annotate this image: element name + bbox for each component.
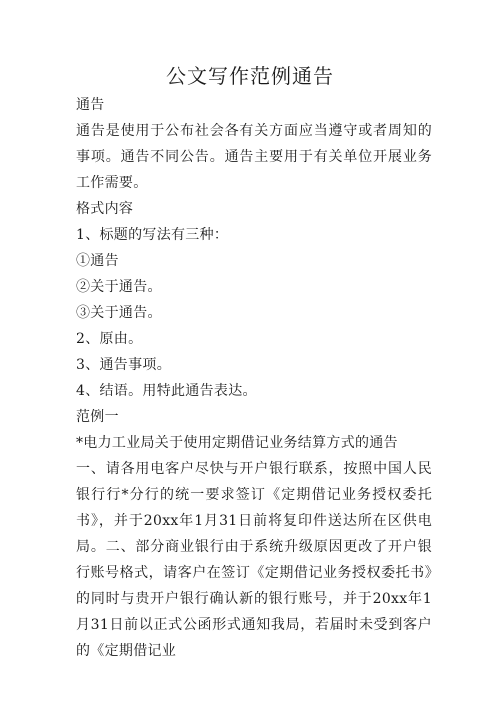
document-body (76, 92, 432, 664)
list-item-matters: 3、通告事项。 (76, 357, 172, 373)
list-item-closing: 4、结语。用特此通告表达。 (76, 383, 257, 399)
list-subitem-1: ①通告 (76, 253, 119, 269)
list-item-reason: 2、原由。 (76, 331, 143, 347)
list-subitem-2: ②关于通告。 (76, 279, 162, 295)
example-title: *电力工业局关于使用定期借记业务结算方式的通告 (76, 435, 398, 451)
heading-example-one: 范例一 (76, 409, 119, 425)
paragraph-definition: 通告是使用于公布社会各有关方面应当遵守或者周知的事项。通告不同公告。通告主要用于有关单位开展业务工作需要。 (76, 123, 432, 191)
list-item-title-methods: 1、标题的写法有三种： (76, 227, 229, 243)
document-title: 公文写作范例通告 (166, 64, 334, 88)
heading-notice: 通告 (76, 97, 105, 113)
list-subitem-3: ③关于通告。 (76, 305, 162, 321)
paragraph-example-body: 一、请各用电客户尽快与开户银行联系，按照中国人民银行行*分行的统一要求签订《定期借记业务授权委托书》，并于20xx年1月31日前将复印件送达所在区供电局。二、部分商业银行由于系统升级原因更改了开户银行账号格式，请客户在签订《定期借记业务授权委托书》的同时与贵开户银行确认新的银行账号，并于20xx年1月31日前以正式公函形式通知我局，若届时未受到客户的《定期借记业 (76, 461, 432, 659)
heading-format: 格式内容 (76, 201, 134, 217)
